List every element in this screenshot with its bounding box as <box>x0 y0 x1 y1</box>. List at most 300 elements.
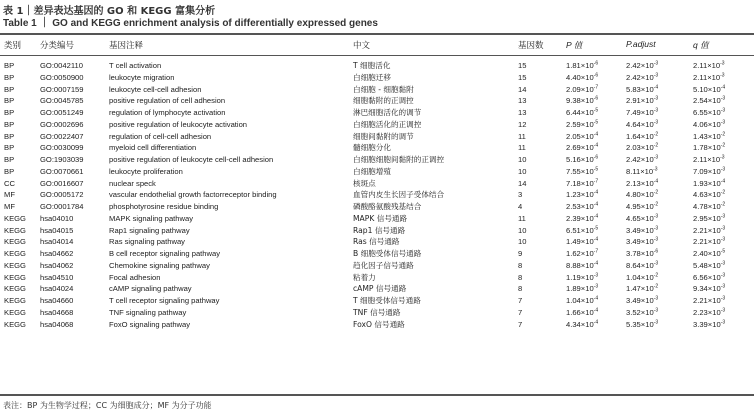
p-value-cell-exponent: -7 <box>593 177 599 184</box>
p-adjust-cell-mantissa: 3.52×10 <box>626 307 654 317</box>
p-adjust-cell <box>626 248 658 259</box>
table-footnote: 表注：BP 为生物学过程；CC 为细胞成分；MF 为分子功能 <box>3 401 212 410</box>
p-value-cell <box>566 154 598 165</box>
q-value-cell-exponent: -2 <box>720 142 726 149</box>
q-value-cell-mantissa: 3.39×10 <box>693 319 721 329</box>
cn-name-cell: 白细胞迁移 <box>353 72 391 82</box>
q-value-cell <box>693 272 725 283</box>
p-adjust-cell-exponent: -3 <box>653 166 658 173</box>
q-value-cell <box>693 131 725 142</box>
cn-name-cell: 血管内皮生长因子受体结合 <box>353 190 445 200</box>
term-cell: Ras signaling pathway <box>109 237 185 247</box>
cn-name-cell: 髓细胞分化 <box>353 143 391 153</box>
p-value-cell-mantissa: 1.04×10 <box>566 296 594 305</box>
id-cell: hsa04510 <box>40 272 74 282</box>
id-cell: GO:0002696 <box>40 119 84 129</box>
p-adjust-cell-mantissa: 2.91×10 <box>626 96 654 106</box>
q-value-cell-mantissa: 2.23×10 <box>693 307 721 317</box>
table-row <box>0 283 754 295</box>
p-adjust-cell-mantissa: 2.42×10 <box>626 72 654 82</box>
q-value-cell-mantissa: 7.09×10 <box>693 166 721 176</box>
p-value-cell-mantissa: 6.51×10 <box>566 225 594 235</box>
p-adjust-cell <box>626 225 658 236</box>
p-value-cell <box>566 60 598 71</box>
p-adjust-cell <box>626 236 658 247</box>
category-cell: MF <box>4 202 15 211</box>
cn-name-cell: 白细胞 - 细胞黏附 <box>353 84 414 94</box>
p-adjust-cell-mantissa: 1.04×10 <box>626 272 654 282</box>
category-cell: KEGG <box>4 260 26 270</box>
p-value-cell-exponent: -5 <box>593 166 599 173</box>
p-value-cell-mantissa: 1.66×10 <box>566 307 594 317</box>
table-row <box>0 213 754 225</box>
id-cell: GO:0007159 <box>40 84 84 94</box>
category-cell: KEGG <box>4 213 26 223</box>
category-cell: BP <box>4 155 15 164</box>
p-value-cell <box>566 283 598 294</box>
table-row <box>0 248 754 260</box>
id-cell: hsa04068 <box>40 319 74 329</box>
header-padj: P.adjust <box>626 39 656 49</box>
p-adjust-cell <box>626 178 658 189</box>
header-gene-count: 基因数 <box>518 41 544 51</box>
p-value-cell-exponent: -4 <box>593 213 599 220</box>
q-value-cell-exponent: -5 <box>720 248 726 255</box>
p-value-cell <box>566 225 598 236</box>
id-cell: hsa04014 <box>40 237 74 247</box>
q-value-cell-mantissa: 5.48×10 <box>693 260 721 270</box>
q-value-cell-mantissa: 2.11×10 <box>693 61 721 70</box>
q-value-cell-mantissa: 6.55×10 <box>693 108 721 117</box>
term-cell: positive regulation of leukocyte cell-cell adhesion <box>109 155 274 164</box>
q-value-cell-exponent: -3 <box>720 318 726 325</box>
q-value-cell-mantissa: 2.21×10 <box>693 296 721 305</box>
q-value-cell-mantissa: 1.78×10 <box>693 143 721 153</box>
table-row <box>0 178 754 190</box>
id-cell: GO:0001784 <box>40 202 84 211</box>
p-value-cell-exponent: -4 <box>593 189 599 196</box>
term-cell: FoxO signaling pathway <box>109 319 191 329</box>
table-row <box>0 119 754 131</box>
gene-count-cell: 8 <box>518 260 523 270</box>
cn-name-cell: 淋巴细胞活化的调节 <box>353 108 422 117</box>
p-adjust-cell-exponent: -6 <box>653 248 659 255</box>
table-row <box>0 319 754 331</box>
id-cell: hsa04024 <box>40 284 74 294</box>
term-cell: positive regulation of cell adhesion <box>109 96 226 106</box>
p-adjust-cell-mantissa: 7.49×10 <box>626 108 654 117</box>
p-adjust-cell-exponent: -3 <box>653 119 659 126</box>
category-cell: KEGG <box>4 249 26 258</box>
table-row <box>0 307 754 319</box>
p-adjust-cell <box>626 189 658 200</box>
p-value-cell-exponent: -5 <box>593 224 599 231</box>
cn-name-cell: 趋化因子信号通路 <box>353 260 414 270</box>
q-value-cell-mantissa: 4.78×10 <box>693 202 721 211</box>
term-cell: myeloid cell differentiation <box>109 143 197 153</box>
cn-name-cell: Rap1 信号通路 <box>353 225 406 235</box>
table-row <box>0 201 754 213</box>
p-value-cell-mantissa: 2.69×10 <box>566 143 594 153</box>
p-adjust-cell-exponent: -3 <box>653 260 659 267</box>
id-cell: hsa04010 <box>40 213 74 223</box>
p-value-cell-exponent: -5 <box>593 119 599 126</box>
category-cell: MF <box>4 190 15 200</box>
header-term: 基因注释 <box>109 41 144 51</box>
p-value-cell-exponent: -4 <box>593 318 599 325</box>
p-adjust-cell <box>626 307 658 318</box>
table-row <box>0 189 754 201</box>
category-cell: BP <box>4 131 15 141</box>
gene-count-cell: 14 <box>518 178 527 188</box>
p-value-cell-exponent: -4 <box>593 295 599 302</box>
cn-name-cell: T 细胞活化 <box>353 61 391 70</box>
table-row <box>0 154 754 166</box>
p-value-cell <box>566 84 598 95</box>
term-cell: B cell receptor signaling pathway <box>109 249 221 258</box>
q-value-cell-mantissa: 2.95×10 <box>693 213 721 223</box>
gene-count-cell: 12 <box>518 119 527 129</box>
category-cell: KEGG <box>4 307 26 317</box>
table-title-cn: 表 1｜差异表达基因的 GO 和 KEGG 富集分析 <box>3 6 216 17</box>
p-value-cell-mantissa: 2.09×10 <box>566 84 594 94</box>
term-cell: leukocyte migration <box>109 72 175 82</box>
p-adjust-cell-mantissa: 8.11×10 <box>626 166 654 176</box>
q-value-cell-exponent: -3 <box>720 107 726 114</box>
q-value-cell-mantissa: 9.34×10 <box>693 284 721 294</box>
q-value-cell <box>693 225 725 236</box>
cn-name-cell: 核斑点 <box>353 178 376 188</box>
gene-count-cell: 13 <box>518 96 527 106</box>
p-adjust-cell-exponent: -3 <box>653 107 659 114</box>
id-cell: GO:0045785 <box>40 96 84 106</box>
gene-count-cell: 10 <box>518 237 527 247</box>
category-cell: BP <box>4 166 15 176</box>
table-row <box>0 295 754 307</box>
p-value-cell <box>566 319 598 330</box>
gene-count-cell: 11 <box>518 213 526 223</box>
p-value-cell-exponent: -3 <box>593 283 599 290</box>
id-cell: GO:0042110 <box>40 61 83 70</box>
id-cell: hsa04662 <box>40 249 74 258</box>
q-value-cell-mantissa: 1.43×10 <box>693 131 721 141</box>
gene-count-cell: 14 <box>518 84 527 94</box>
p-value-cell-exponent: -6 <box>593 60 599 67</box>
p-adjust-cell <box>626 60 658 71</box>
p-value-cell-exponent: -5 <box>593 107 599 114</box>
p-value-cell-mantissa: 6.44×10 <box>566 108 594 117</box>
top-rule <box>0 33 754 35</box>
id-cell: GO:0050900 <box>40 72 84 82</box>
category-cell: BP <box>4 119 15 129</box>
id-cell: GO:0016607 <box>40 178 84 188</box>
p-value-cell <box>566 236 598 247</box>
category-cell: KEGG <box>4 319 26 329</box>
table-row <box>0 60 754 72</box>
id-cell: hsa04668 <box>40 307 74 317</box>
p-adjust-cell-exponent: -3 <box>653 307 659 314</box>
q-value-cell-mantissa: 4.06×10 <box>693 119 721 129</box>
category-cell: KEGG <box>4 296 26 305</box>
gene-count-cell: 8 <box>518 272 523 282</box>
p-value-cell-mantissa: 1.19×10 <box>566 272 594 282</box>
p-adjust-cell-mantissa: 3.49×10 <box>626 225 654 235</box>
p-adjust-cell-mantissa: 3.78×10 <box>626 249 654 258</box>
cn-name-cell: 白细胞细胞间黏附的正调控 <box>353 155 445 164</box>
p-adjust-cell <box>626 131 658 142</box>
p-adjust-cell-mantissa: 5.35×10 <box>626 319 654 329</box>
p-adjust-cell-exponent: -2 <box>653 130 659 137</box>
p-adjust-cell-exponent: -3 <box>653 318 659 325</box>
cn-name-cell: cAMP 信号通路 <box>353 284 407 294</box>
p-adjust-cell-mantissa: 2.42×10 <box>626 155 654 164</box>
p-adjust-cell <box>626 166 658 177</box>
p-adjust-cell-exponent: -2 <box>653 283 659 290</box>
q-value-cell-exponent: -2 <box>720 130 726 137</box>
q-value-cell <box>693 295 725 306</box>
cn-name-cell: B 细胞受体信号通路 <box>353 249 422 258</box>
p-value-cell-exponent: -4 <box>593 130 599 137</box>
p-adjust-cell-mantissa: 1.64×10 <box>626 131 654 141</box>
p-adjust-cell-exponent: -2 <box>653 142 659 149</box>
q-value-cell <box>693 319 725 330</box>
gene-count-cell: 15 <box>518 72 527 82</box>
id-cell: hsa04015 <box>40 225 74 235</box>
p-value-cell-mantissa: 5.16×10 <box>566 155 594 164</box>
p-value-cell <box>566 142 598 153</box>
id-cell: GO:0030099 <box>40 143 84 153</box>
p-adjust-cell <box>626 142 658 153</box>
p-adjust-cell <box>626 72 658 83</box>
p-value-cell <box>566 201 598 212</box>
p-value-cell-mantissa: 7.18×10 <box>566 178 594 188</box>
q-value-cell-mantissa: 2.54×10 <box>693 96 721 106</box>
q-value-cell-exponent: -3 <box>720 271 726 278</box>
header-rule <box>0 55 754 56</box>
table-title-en: Table 1 ｜ GO and KEGG enrichment analysis of differentially expressed genes <box>3 18 378 29</box>
p-value-cell <box>566 295 598 306</box>
gene-count-cell: 13 <box>518 108 527 117</box>
q-value-cell-exponent: -3 <box>720 283 726 290</box>
p-adjust-cell-exponent: -2 <box>653 201 659 208</box>
cn-name-cell: 白细胞增殖 <box>353 166 391 176</box>
header-id: 分类编号 <box>40 41 75 51</box>
table-row <box>0 107 754 119</box>
gene-count-cell: 10 <box>518 155 527 164</box>
q-value-cell-exponent: -3 <box>720 154 725 161</box>
q-value-cell-mantissa: 2.21×10 <box>693 225 721 235</box>
p-value-cell-mantissa: 1.81×10 <box>566 61 594 70</box>
q-value-cell <box>693 236 725 247</box>
p-adjust-cell <box>626 119 658 130</box>
category-cell: BP <box>4 96 15 106</box>
p-adjust-cell-exponent: -4 <box>653 177 659 184</box>
term-cell: cAMP signaling pathway <box>109 284 192 294</box>
header-q: q 值 <box>693 40 709 50</box>
q-value-cell <box>693 201 725 212</box>
p-adjust-cell <box>626 295 658 306</box>
q-value-cell-exponent: -3 <box>720 72 725 79</box>
p-adjust-cell-exponent: -3 <box>653 95 659 102</box>
p-value-cell <box>566 178 598 189</box>
id-cell: GO:0005172 <box>40 190 84 200</box>
p-value-cell <box>566 272 598 283</box>
p-adjust-cell-mantissa: 4.65×10 <box>626 213 654 223</box>
gene-count-cell: 11 <box>518 143 526 153</box>
p-adjust-cell-exponent: -2 <box>653 189 659 196</box>
p-adjust-cell <box>626 272 658 283</box>
q-value-cell <box>693 72 725 83</box>
p-value-cell <box>566 119 598 130</box>
p-value-cell-mantissa: 8.88×10 <box>566 260 594 270</box>
category-cell: KEGG <box>4 284 26 294</box>
q-value-cell <box>693 260 725 271</box>
gene-count-cell: 8 <box>518 284 523 294</box>
gene-count-cell: 9 <box>518 249 523 258</box>
q-value-cell-exponent: -4 <box>720 177 726 184</box>
table-row <box>0 236 754 248</box>
p-adjust-cell-exponent: -3 <box>653 224 659 231</box>
term-cell: leukocyte proliferation <box>109 166 183 176</box>
table-header <box>0 38 754 53</box>
q-value-cell <box>693 95 725 106</box>
p-adjust-cell-exponent: -3 <box>653 236 659 243</box>
q-value-cell-exponent: -3 <box>720 260 726 267</box>
q-value-cell <box>693 84 725 95</box>
q-value-cell-mantissa: 2.11×10 <box>693 72 721 82</box>
table-body <box>0 60 754 330</box>
table-row <box>0 95 754 107</box>
q-value-cell-mantissa: 1.93×10 <box>693 178 721 188</box>
q-value-cell-mantissa: 5.10×10 <box>693 84 721 94</box>
p-value-cell-exponent: -6 <box>593 154 599 161</box>
p-value-cell-exponent: -6 <box>593 95 599 102</box>
p-adjust-cell <box>626 107 658 118</box>
q-value-cell <box>693 213 725 224</box>
p-adjust-cell-mantissa: 4.64×10 <box>626 119 654 129</box>
p-value-cell <box>566 166 598 177</box>
q-value-cell-exponent: -3 <box>720 224 726 231</box>
cn-name-cell: 细胞间黏附的调节 <box>353 131 414 141</box>
q-value-cell <box>693 107 725 118</box>
cn-name-cell: TNF 信号通路 <box>353 307 401 317</box>
gene-count-cell: 11 <box>518 131 526 141</box>
cn-name-cell: MAPK 信号通路 <box>353 213 408 223</box>
p-adjust-cell <box>626 154 658 165</box>
q-value-cell <box>693 248 725 259</box>
q-value-cell-exponent: -3 <box>720 236 726 243</box>
gene-count-cell: 10 <box>518 166 527 176</box>
gene-count-cell: 15 <box>518 61 527 70</box>
category-cell: KEGG <box>4 237 26 247</box>
q-value-cell-exponent: -3 <box>720 95 726 102</box>
table-row <box>0 84 754 96</box>
term-cell: nuclear speck <box>109 178 156 188</box>
p-adjust-cell <box>626 260 658 271</box>
p-value-cell <box>566 95 598 106</box>
header-category: 类别 <box>4 41 22 51</box>
p-adjust-cell-exponent: -3 <box>653 213 659 220</box>
p-value-cell-mantissa: 1.49×10 <box>566 237 594 247</box>
category-cell: BP <box>4 143 15 153</box>
category-cell: BP <box>4 61 15 70</box>
q-value-cell-mantissa: 4.63×10 <box>693 190 721 200</box>
id-cell: GO:1903039 <box>40 155 84 164</box>
header-cn-name: 中文 <box>353 41 371 51</box>
q-value-cell-mantissa: 6.56×10 <box>693 272 721 282</box>
p-adjust-cell-mantissa: 3.49×10 <box>626 296 654 305</box>
p-value-cell <box>566 248 598 259</box>
bottom-rule <box>0 394 754 396</box>
p-value-cell <box>566 260 598 271</box>
p-adjust-cell <box>626 95 658 106</box>
cn-name-cell: 细胞黏附的正调控 <box>353 96 414 106</box>
table-row <box>0 72 754 84</box>
table-row <box>0 131 754 143</box>
gene-count-cell: 7 <box>518 296 523 305</box>
term-cell: Focal adhesion <box>109 272 161 282</box>
p-adjust-cell-mantissa: 3.49×10 <box>626 237 654 247</box>
table-row <box>0 272 754 284</box>
category-cell: BP <box>4 84 15 94</box>
p-adjust-cell-exponent: -4 <box>653 83 659 90</box>
p-adjust-cell-mantissa: 4.80×10 <box>626 190 654 200</box>
p-value-cell-exponent: -4 <box>593 260 599 267</box>
p-value-cell-mantissa: 4.34×10 <box>566 319 594 329</box>
q-value-cell-exponent: -3 <box>720 213 726 220</box>
q-value-cell-mantissa: 2.21×10 <box>693 237 721 247</box>
gene-count-cell: 7 <box>518 307 523 317</box>
p-adjust-cell-exponent: -3 <box>653 154 659 161</box>
p-value-cell-exponent: -4 <box>593 142 599 149</box>
q-value-cell <box>693 283 725 294</box>
q-value-cell-exponent: -3 <box>720 60 725 67</box>
p-value-cell-mantissa: 4.40×10 <box>566 72 594 82</box>
p-adjust-cell-mantissa: 8.64×10 <box>626 260 654 270</box>
cn-name-cell: T 细胞受体信号通路 <box>353 296 421 305</box>
p-adjust-cell <box>626 201 658 212</box>
q-value-cell-exponent: -2 <box>720 189 726 196</box>
term-cell: positive regulation of leukocyte activation <box>109 119 248 129</box>
term-cell: T cell activation <box>109 61 162 70</box>
p-value-cell-mantissa: 9.38×10 <box>566 96 594 106</box>
q-value-cell-exponent: -4 <box>720 83 726 90</box>
p-value-cell-mantissa: 2.39×10 <box>566 213 594 223</box>
cn-name-cell: FoxO 信号通路 <box>353 319 405 329</box>
p-adjust-cell <box>626 319 658 330</box>
category-cell: BP <box>4 72 15 82</box>
gene-count-cell: 3 <box>518 190 523 200</box>
q-value-cell <box>693 119 725 130</box>
table-row <box>0 260 754 272</box>
p-value-cell <box>566 213 598 224</box>
term-cell: Chemokine signaling pathway <box>109 260 210 270</box>
p-value-cell <box>566 131 598 142</box>
header-p: P 值 <box>566 40 583 50</box>
p-adjust-cell-exponent: -3 <box>653 295 659 302</box>
p-value-cell-mantissa: 2.53×10 <box>566 202 594 211</box>
q-value-cell-mantissa: 2.11×10 <box>693 155 721 164</box>
p-adjust-cell <box>626 213 658 224</box>
p-value-cell-exponent: -4 <box>593 201 599 208</box>
p-value-cell-exponent: -7 <box>593 248 599 255</box>
cn-name-cell: 粘着力 <box>353 272 376 282</box>
p-adjust-cell-exponent: -2 <box>653 271 659 278</box>
q-value-cell <box>693 307 725 318</box>
p-value-cell-mantissa: 2.05×10 <box>566 131 594 141</box>
gene-count-cell: 10 <box>518 225 527 235</box>
q-value-cell <box>693 178 725 189</box>
